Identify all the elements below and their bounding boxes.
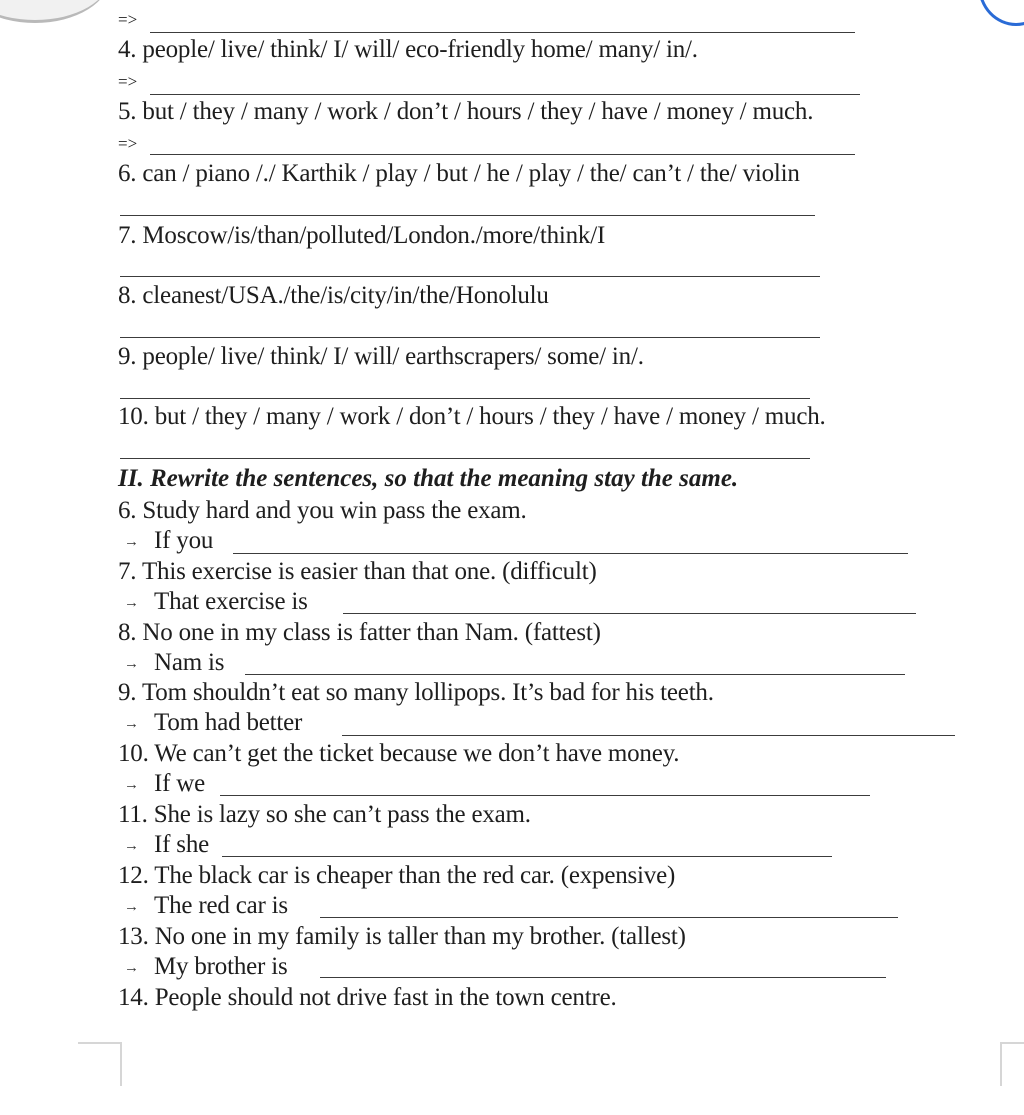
- rewrite-item-14: 14. People should not drive fast in the town centre.: [118, 984, 617, 1011]
- rewrite-prompt: My brother is: [154, 953, 288, 980]
- rewrite-prompt: If you: [154, 527, 214, 554]
- arrow-icon: →: [124, 656, 139, 672]
- rewrite-item-10: 10. We can’t get the ticket because we don’t have money.: [118, 740, 680, 767]
- answer-line[interactable]: [150, 32, 855, 33]
- section-heading: II. Rewrite the sentences, so that the meaning stay the same.: [118, 465, 739, 492]
- answer-line[interactable]: [120, 276, 820, 277]
- rewrite-prompt: The red car is: [154, 892, 288, 919]
- rewrite-prompt: Nam is: [154, 649, 225, 676]
- answer-line[interactable]: [120, 337, 820, 338]
- answer-arrow: =>: [118, 134, 138, 153]
- answer-line[interactable]: [320, 977, 886, 978]
- answer-line[interactable]: [120, 215, 815, 216]
- page-corner-mark-left: [78, 1042, 122, 1086]
- answer-arrow: =>: [118, 72, 138, 91]
- reorder-item-9: 9. people/ live/ think/ I/ will/ earthscrapers/ some/ in/.: [118, 343, 644, 370]
- rewrite-item-6: 6. Study hard and you win pass the exam.: [118, 497, 527, 524]
- answer-line[interactable]: [150, 154, 855, 155]
- rewrite-prompt: That exercise is: [154, 588, 308, 615]
- answer-arrow: =>: [118, 10, 138, 29]
- arrow-icon: →: [124, 899, 139, 915]
- rewrite-item-11: 11. She is lazy so she can’t pass the exam.: [118, 801, 531, 828]
- arrow-icon: →: [124, 595, 139, 611]
- reorder-item-8: 8. cleanest/USA./the/is/city/in/the/Honolulu: [118, 282, 549, 309]
- answer-line[interactable]: [120, 398, 810, 399]
- reorder-item-7: 7. Moscow/is/than/polluted/London./more/think/I: [118, 222, 606, 249]
- reorder-item-5: 5. but / they / many / work / don’t / hours / they / have / money / much.: [118, 98, 814, 125]
- page-corner-mark-right: [1000, 1042, 1024, 1086]
- answer-line[interactable]: [245, 674, 905, 675]
- arrow-icon: →: [124, 838, 139, 854]
- rewrite-prompt: If we: [154, 770, 206, 797]
- rewrite-prompt: Tom had better: [154, 709, 303, 736]
- arrow-icon: →: [124, 534, 139, 550]
- answer-line[interactable]: [222, 856, 832, 857]
- top-left-corner-shape: [0, 0, 110, 23]
- reorder-item-6: 6. can / piano /./ Karthik / play / but / he / play / the/ can’t / the/ violin: [118, 160, 800, 187]
- rewrite-item-12: 12. The black car is cheaper than the red car. (expensive): [118, 862, 676, 889]
- arrow-icon: →: [124, 960, 139, 976]
- rewrite-item-9: 9. Tom shouldn’t eat so many lollipops. It’s bad for his teeth.: [118, 679, 714, 706]
- answer-line[interactable]: [320, 917, 898, 918]
- top-right-corner-shape: [978, 0, 1024, 26]
- answer-line[interactable]: [233, 553, 908, 554]
- answer-line[interactable]: [343, 613, 916, 614]
- reorder-item-10: 10. but / they / many / work / don’t / hours / they / have / money / much.: [118, 403, 826, 430]
- rewrite-item-13: 13. No one in my family is taller than my brother. (tallest): [118, 923, 686, 950]
- reorder-item-4: 4. people/ live/ think/ I/ will/ eco-friendly home/ many/ in/.: [118, 36, 698, 63]
- arrow-icon: →: [124, 716, 139, 732]
- rewrite-item-7: 7. This exercise is easier than that one. (difficult): [118, 558, 597, 585]
- rewrite-item-8: 8. No one in my class is fatter than Nam. (fattest): [118, 619, 601, 646]
- rewrite-prompt: If she: [154, 831, 210, 858]
- answer-line[interactable]: [150, 94, 860, 95]
- answer-line[interactable]: [342, 735, 955, 736]
- answer-line[interactable]: [220, 795, 870, 796]
- answer-line[interactable]: [120, 458, 810, 459]
- arrow-icon: →: [124, 777, 139, 793]
